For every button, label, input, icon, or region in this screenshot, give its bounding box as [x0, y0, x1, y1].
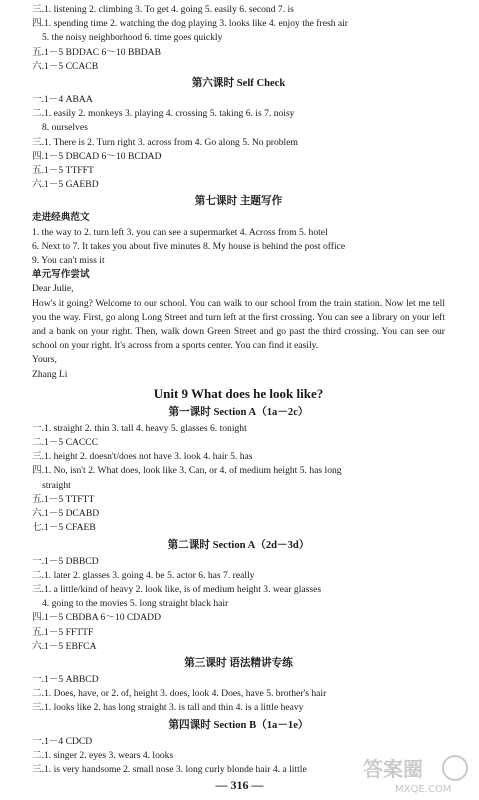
answer-line: 一.1－5 ABBCD: [32, 673, 99, 685]
lesson-heading: 第三课时 语法精讲专练: [184, 657, 293, 669]
answer-line: 七.1－5 CFAEB: [32, 522, 96, 534]
answer-line: 二.1. later 2. glasses 3. going 4. be 5. actor 6. has 7. really: [32, 569, 255, 581]
answer-line: 四.1. spending time 2. watching the dog playing 3. looks like 4. enjoy the fresh air: [32, 18, 349, 30]
answer-line: 二.1－5 CACCC: [32, 437, 99, 449]
watermark-site: MXQE.COM: [395, 784, 452, 795]
answer-line: 三.1. looks like 2. has long straight 3. is tall and thin 4. is a little heavy: [32, 702, 304, 714]
answer-line: 6. Next to 7. It takes you about five minutes 8. My house is behind the post office: [32, 240, 346, 252]
answer-line: 一.1－4 ABAA: [32, 94, 93, 106]
answer-line: 1. the way to 2. turn left 3. you can see a supermarket 4. Across from 5. hotel: [32, 226, 328, 238]
answer-line-continuation: 5. the noisy neighborhood 6. time goes quickly: [42, 32, 223, 44]
answer-line: 一.1－5 DBBCD: [32, 555, 99, 567]
lesson-heading: 第六课时 Self Check: [191, 78, 286, 90]
watermark-logo: [361, 752, 473, 796]
answer-line-continuation: straight: [42, 479, 71, 491]
answer-line: 五.1－5 FFTTF: [32, 626, 94, 638]
watermark-label: 答案圈: [363, 757, 423, 781]
answer-line: 五.1－5 TTFTT: [32, 493, 95, 505]
answer-line: 四.1－5 CBDBA 6～10 CDADD: [32, 612, 161, 624]
answer-line: 二.1. singer 2. eyes 3. wears 4. looks: [32, 749, 174, 761]
answer-line: 一.1. straight 2. thin 3. tall 4. heavy 5. glasses 6. tonight: [32, 422, 247, 434]
answer-line: Yours,: [32, 354, 57, 366]
answer-line: Zhang Li: [32, 368, 68, 380]
answer-line: 六.1－5 GAEBD: [32, 179, 99, 191]
lesson-heading: 第一课时 Section A（1a－2c）: [168, 406, 309, 418]
answer-line: 六.1－5 DCABD: [32, 508, 100, 520]
answer-line: 三.1. a little/kind of heavy 2. look like, is of medium height 3. wear glasses: [32, 583, 322, 595]
answer-line: 二.1. Does, have, or 2. of, height 3. does, look 4. Does, have 5. brother's hair: [32, 688, 327, 700]
answer-line: 六.1－5 CCACB: [32, 60, 99, 72]
answer-line: 二.1. easily 2. monkeys 3. playing 4. crossing 5. taking 6. is 7. noisy: [32, 108, 295, 120]
answer-line: 9. You can't miss it: [32, 255, 105, 267]
page-number: — 316 —: [215, 778, 264, 792]
lesson-heading: 第七课时 主题写作: [194, 196, 283, 208]
answer-line: 四.1. No, isn't 2. What does, look like 3. Can, or 4. of medium height 5. has long: [32, 465, 342, 477]
lesson-heading: 第二课时 Section A（2d－3d）: [167, 539, 310, 551]
unit-heading: Unit 9 What does he look like?: [153, 385, 324, 401]
section-subheading: 单元写作尝试: [32, 269, 90, 281]
answer-line: 三.1. listening 2. climbing 3. To get 4. going 5. easily 6. second 7. is: [32, 4, 294, 15]
answer-line: 四.1－5 DBCAD 6～10 BCDAD: [32, 150, 162, 162]
lesson-heading: 第四课时 Section B（1a－1e）: [168, 719, 309, 731]
answer-line: 三.1. height 2. doesn't/does not have 3. look 4. hair 5. has: [32, 451, 253, 463]
answer-line: 五.1－5 TTFFT: [32, 165, 94, 177]
answer-line-continuation: 8. ourselves: [42, 122, 88, 134]
answer-line: 五.1－5 BDDAC 6～10 BBDAB: [32, 46, 161, 58]
answer-line: Dear Julie,: [32, 283, 74, 295]
answer-line-continuation: 4. going to the movies 5. long straight black hair: [42, 598, 229, 610]
answer-line: 一.1－4 CDCD: [32, 735, 93, 747]
answer-line: 三.1. is very handsome 2. small nose 3. long curly blonde hair 4. a little: [32, 763, 307, 775]
sample-essay: How's it going? Welcome to our school. You can walk to our school from the train station. Now let me tell you the way. First, go along Long Street and turn left at the first crossing. You can see a library on your left and a bank on your right. Then, walk down Green Street and go past the third crossing. You can see our school on your right. It's across from a sports center. You can find it easily.: [32, 297, 445, 352]
section-subheading: 走进经典范文: [32, 212, 90, 224]
answer-line: 三.1. There is 2. Turn right 3. across from 4. Go along 5. No problem: [32, 136, 298, 148]
answer-line: 六.1－5 EBFCA: [32, 640, 97, 652]
